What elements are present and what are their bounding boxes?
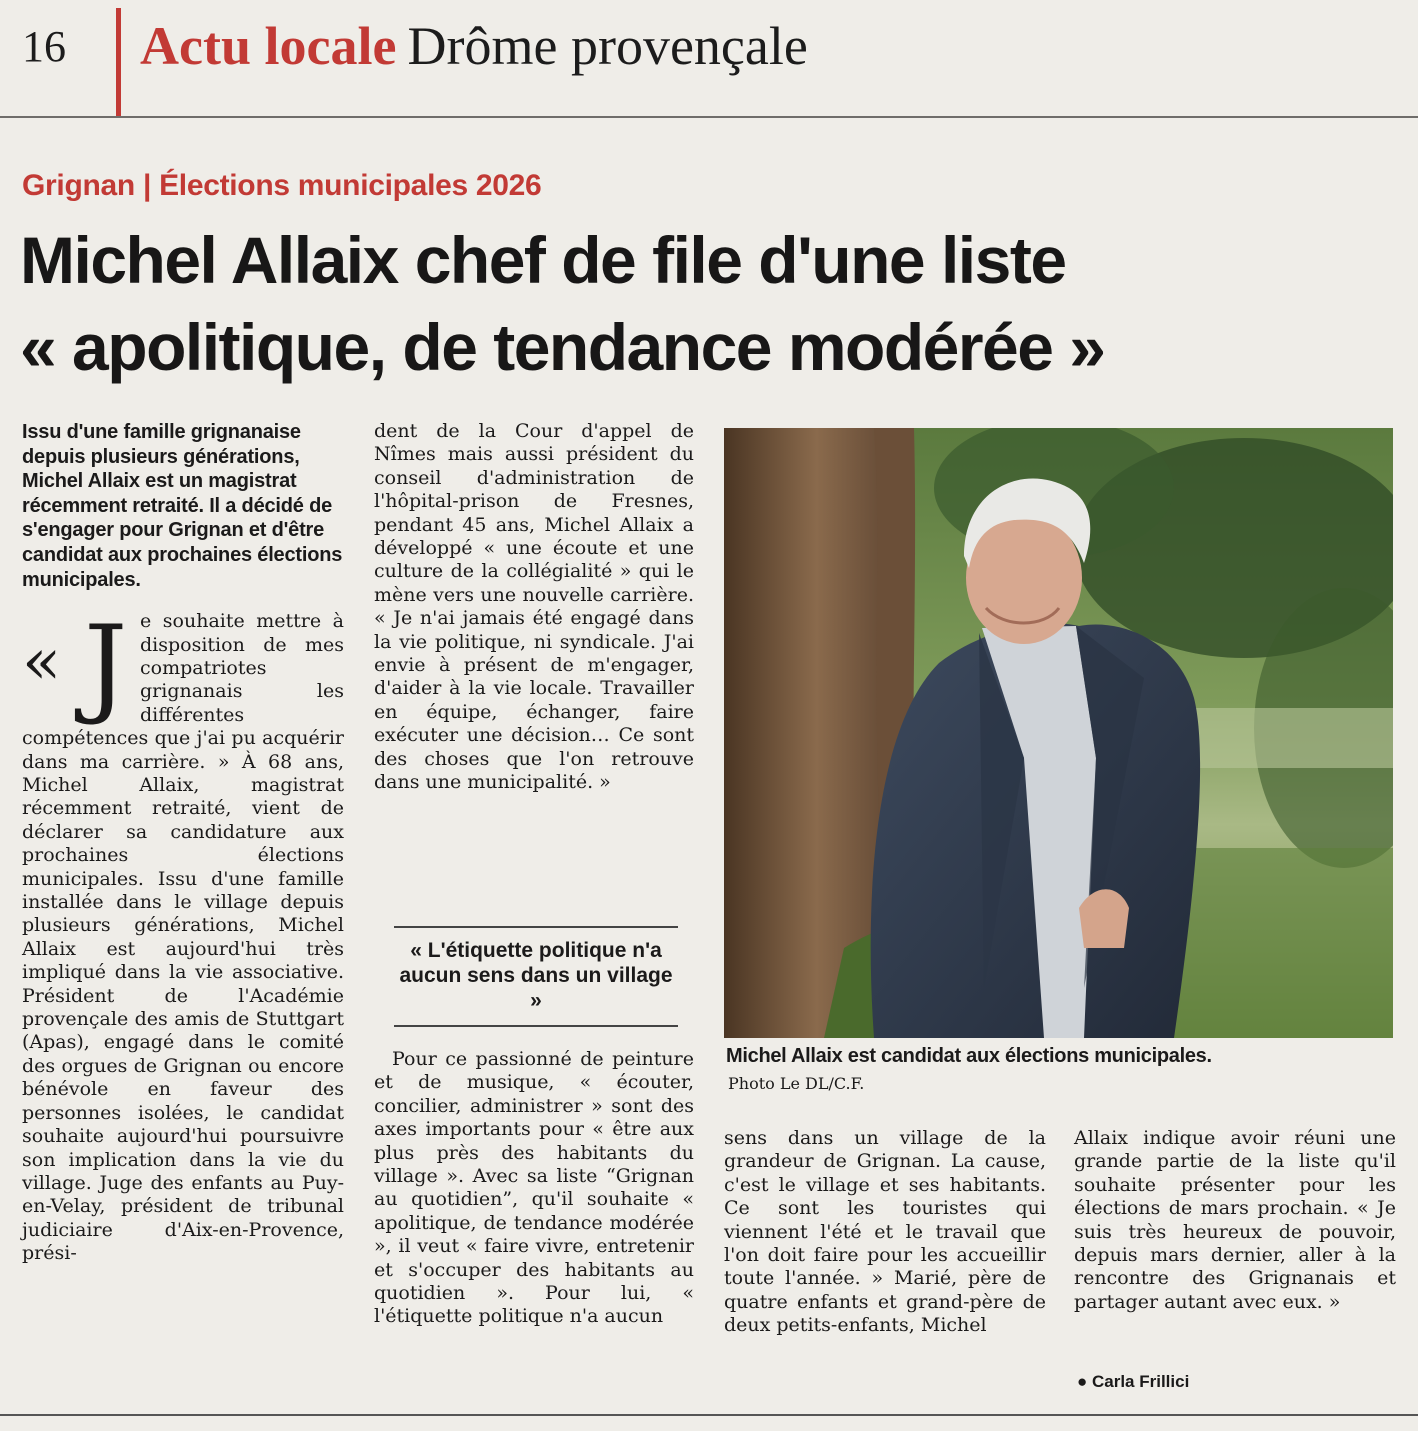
headline-line-1: Michel Allaix chef de file d'une liste (20, 223, 1066, 297)
article-lead-paragraph (22, 610, 344, 1265)
page-number: 16 (22, 22, 66, 71)
article-byline: ● Carla Frillici (1077, 1372, 1190, 1391)
section-name: Actu locale (140, 16, 397, 76)
article-column-4 (1074, 1127, 1396, 1314)
portrait-photo-illustration (724, 428, 1393, 1038)
article-lead-block (22, 603, 344, 1265)
header-rule (0, 116, 1418, 118)
section-header (140, 16, 808, 89)
article-column-2-bottom (374, 1048, 694, 1329)
article-lead-text: e souhaite mettre à disposition de mes compatriotes grignanais les différentes compétences que j'ai pu acquérir dans ma carrière. » À 68 ans, Michel Allaix, magistrat récemment retraité, vient de déclarer sa candidature aux prochaines élections municipales. Issu d'une famille installée dans le village depuis plusieurs générations, Michel Allaix est aujourd'hui très impliqué dans la vie associative. Président de l'Académie provençale des amis de Stuttgart (Apas), engagé dans le comité des orgues de Grignan ou encore bénévole en faveur des personnes isolées, le candidat souhaite aujourd'hui poursuivre son implication dans la vie du village. Juge des enfants au Puy-en-Velay, président de tribunal judiciaire d'Aix-en-Provence, prési- (22, 610, 344, 1265)
header-divider (116, 8, 121, 116)
section-region: Drôme provençale (407, 16, 808, 76)
photo-credit: Photo Le DL/C.F. (728, 1074, 865, 1093)
photo-caption: Michel Allaix est candidat aux élections municipales. (726, 1045, 1212, 1067)
article-paragraph: sens dans un village de la grandeur de Grignan. La cause, c'est le village et ses habitants. Ce sont les touristes qui viennent l'été et le travail que l'on doit faire pour les accueillir toute l'année. » Marié, père de quatre enfants et grand-père de deux petits-enfants, Michel (724, 1127, 1046, 1337)
article-column-3 (724, 1127, 1046, 1338)
headline-line-2: « apolitique, de tendance modérée » (20, 310, 1105, 384)
article-paragraph: Pour ce passionné de peinture et de musique, « écouter, concilier, administrer » sont des axes importants pour « être aux plus près des habitants du village ». Avec sa liste “Grignan au quotidien”, qu'il souhaite « apolitique, de tendance modérée », il veut « faire vivre, entretenir et s'occuper des habitants au quotidien ». Pour lui, « l'étiquette politique n'a aucun (374, 1048, 694, 1328)
drop-quote-mark: « (22, 625, 62, 700)
bottom-rule (0, 1414, 1418, 1416)
drop-cap: J (84, 603, 128, 729)
article-chapo: Issu d'une famille grignanaise depuis plusieurs générations, Michel Allaix est un magistrat récemment retraité. Il a décidé de s'engager pour Grignan et d'être candidat aux prochaines élections municipales. (22, 421, 343, 591)
article-paragraph: dent de la Cour d'appel de Nîmes mais aussi président du conseil d'administration de l'hôpital-prison de Fresnes, pendant 45 ans, Michel Allaix a développé « une écoute et une culture de la collégialité » qui le mène vers une nouvelle carrière. « Je n'ai jamais été engagé dans la vie politique, ni syndicale. J'ai envie à présent de m'engager, d'aider à la vie locale. Travailler en équipe, échanger, faire exécuter une décision… Ce sont des choses que l'on retrouve dans une municipalité. » (374, 420, 694, 794)
article-kicker: Grignan | Élections municipales 2026 (22, 169, 542, 202)
article-photo (724, 428, 1393, 1038)
pull-quote: « L'étiquette politique n'a aucun sens dans un village » (394, 926, 678, 1027)
article-paragraph: Allaix indique avoir réuni une grande partie de la liste qu'il souhaite présenter pour les élections de mars prochain. « Je suis très heureux de pouvoir, depuis mars dernier, aller à la rencontre des Grignanais et partager autant avec eux. » (1074, 1127, 1396, 1313)
article-column-1 (22, 420, 344, 1266)
article-column-2 (374, 420, 694, 795)
